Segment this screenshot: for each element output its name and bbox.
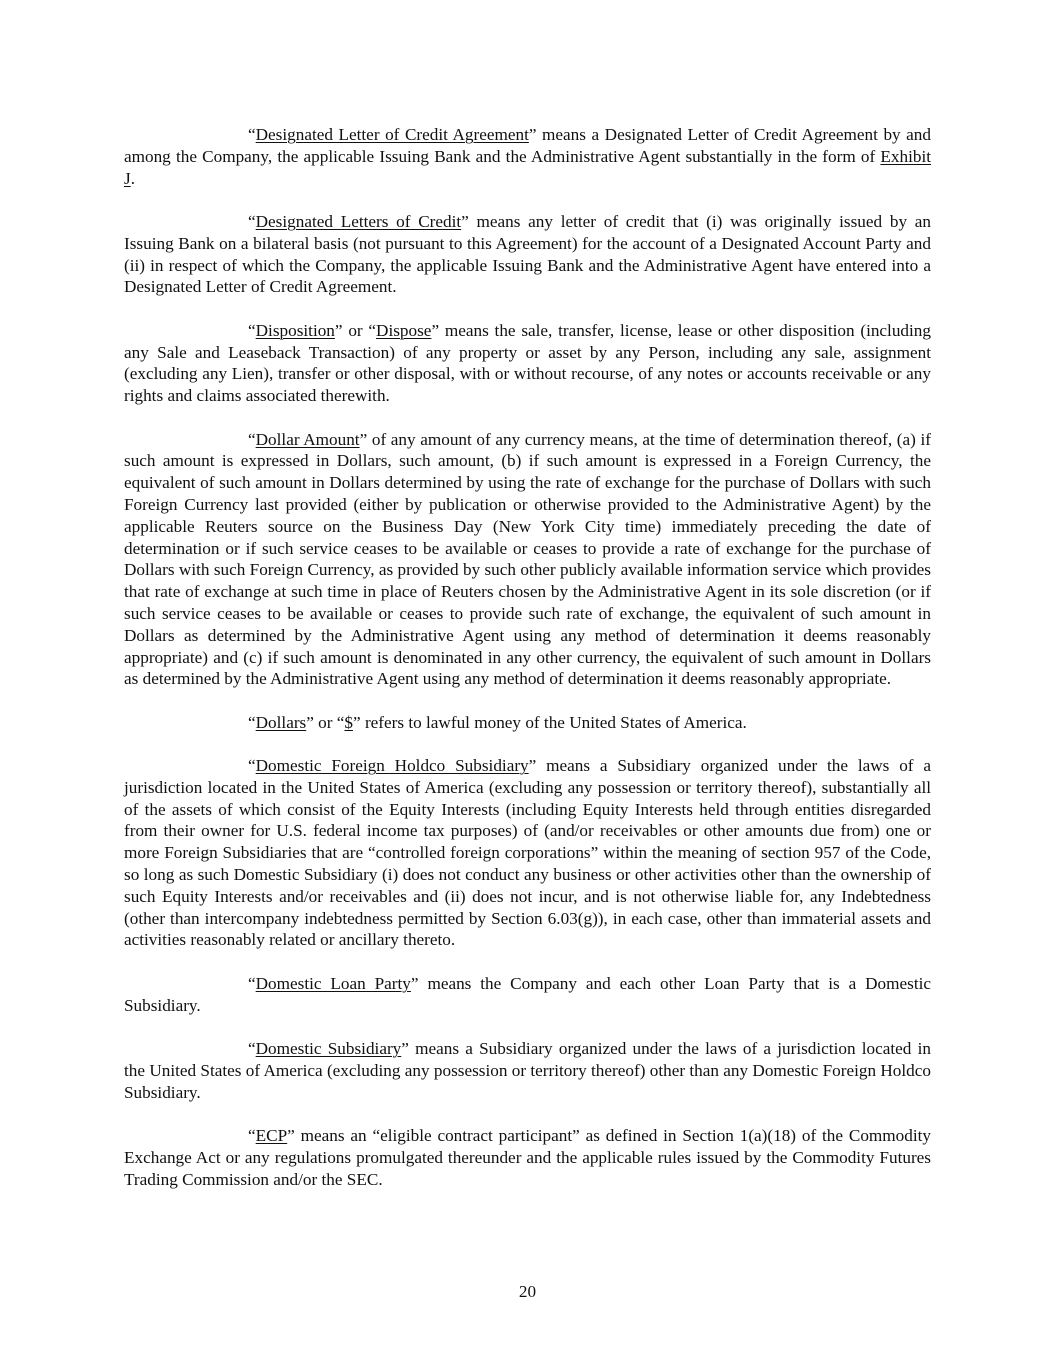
defined-term: Domestic Foreign Holdco Subsidiary: [255, 756, 529, 776]
definition-dollars: “Dollars” or “$” refers to lawful money of the United States of America.: [248, 712, 747, 732]
exhibit-reference: Exhibit J: [124, 146, 931, 188]
defined-term: Designated Letter of Credit Agreement: [255, 125, 529, 144]
defined-term: Disposition: [255, 320, 335, 340]
definition-domestic-foreign-holdco-subsidiary: “Domestic Foreign Holdco Subsidiary” means a Subsidiary organized under the laws of a jurisdiction located in the United States of America (excluding any possession or territory thereof), substantially all of the assets of which consist of the Equity Interests (including Equity Interests held through entities disregarded from their owner for U.S. federal income tax purposes) of (and/or receivables or other amounts due from) one or more Foreign Subsidiaries that are “controlled foreign corporations” within the meaning of section 957 of the Code, so long as such Domestic Subsidiary (i) does not conduct any business or other activities other than the ownership of such Equity Interests and/or receivables and (ii) does not incur, and is not otherwise liable for, any Indebtedness (other than intercompany indebtedness permitted by Section 6.03(g)), in each case, other than immaterial assets and activities reasonably related or ancillary thereto.: [124, 756, 932, 950]
definition-ecp: “ECP” means an “eligible contract participant” as defined in Section 1(a)(18) of the Commodity Exchange Act or any regulations promulgated thereunder and the applicable rules issued by the Commodity Futures Trading Commission and/or the SEC.: [124, 1126, 931, 1189]
defined-term: Domestic Subsidiary: [255, 1039, 402, 1059]
definition-domestic-subsidiary: “Domestic Subsidiary” means a Subsidiary organized under the laws of a jurisdiction located in the United States of America (excluding any possession or territory thereof) other than any Domestic Foreign Holdco Subsidiary.: [124, 1039, 931, 1102]
defined-term: ECP: [255, 1126, 288, 1146]
defined-term: Dispose: [376, 320, 432, 340]
defined-term: Dollar Amount: [255, 429, 360, 449]
document-page: [124, 124, 931, 1212]
definition-designated-letter-of-credit-agreement: “Designated Letter of Credit Agreement” means a Designated Letter of Credit Agreement by and among the Company, the applicable Issuing Bank and the Administrative Agent substantially in the form of Exhibit J.: [124, 125, 931, 188]
definition-domestic-loan-party: “Domestic Loan Party” means the Company and each other Loan Party that is a Domestic Subsidiary.: [124, 973, 932, 1015]
defined-term: Domestic Loan Party: [255, 973, 411, 993]
defined-term: Designated Letters of Credit: [255, 211, 462, 231]
page-number: 20: [518, 1282, 537, 1301]
definition-dollar-amount: “Dollar Amount” of any amount of any currency means, at the time of determination thereof, (a) if such amount is expressed in Dollars, such amount, (b) if such amount is expressed in a Foreign Currency, the equivalent of such amount in Dollars determined by using the rate of exchange for the purchase of Dollars with such Foreign Currency last provided (either by publication or otherwise provided to the Administrative Agent) by the applicable Reuters source on the Business Day (New York City time) immediately preceding the date of determination or if such service ceases to be available or ceases to provide a rate of exchange for the purchase of Dollars with such Foreign Currency, as provided by such other publicly available information service which provides that rate of exchange at such time in place of Reuters chosen by the Administrative Agent in its sole discretion (or if such service ceases to be available or ceases to provide such rate of exchange, the equivalent of such amount in Dollars as determined by the Administrative Agent using any method of determination it deems reasonably appropriate) and (c) if such amount is denominated in any other currency, the equivalent of such amount in Dollars as determined by the Administrative Agent using any method of determination it deems reasonably appropriate.: [124, 429, 931, 689]
definition-disposition: “Disposition” or “Dispose” means the sale, transfer, license, lease or other disposition (including any Sale and Leaseback Transaction) of any property or asset by any Person, including any sale, assignment (excluding any Lien), transfer or other disposal, with or without recourse, of any notes or accounts receivable or any rights and claims associated therewith.: [124, 320, 931, 406]
defined-term: $: [344, 712, 354, 732]
defined-term: Dollars: [255, 712, 307, 732]
definition-designated-letters-of-credit: “Designated Letters of Credit” means any letter of credit that (i) was originally issued by an Issuing Bank on a bilateral basis (not pursuant to this Agreement) for the account of a Designated Account Party and (ii) in respect of which the Company, the applicable Issuing Bank and the Administrative Agent have entered into a Designated Letter of Credit Agreement.: [124, 211, 931, 297]
